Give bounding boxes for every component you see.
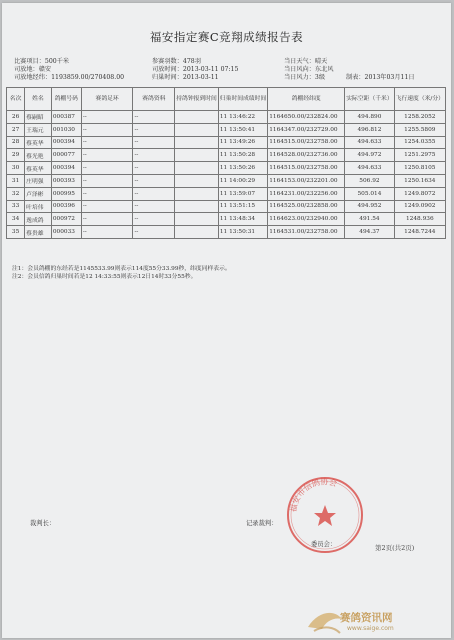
cell-name: 蔡英华 <box>25 162 52 175</box>
info-made-date: 制表：2013年03月11日 <box>346 74 415 81</box>
cell-loft: 000995 <box>51 187 81 200</box>
cell-rank: 32 <box>7 187 25 200</box>
cell-ring: -- <box>81 200 133 213</box>
cell-coord: 1164231.00/232256.00 <box>268 187 345 200</box>
cell-dist: 494.633 <box>345 136 394 149</box>
cell-dist: 494.890 <box>345 111 394 124</box>
cell-name: 蔡英华 <box>25 136 52 149</box>
cell-rank: 27 <box>7 123 25 136</box>
seal-stamp-icon <box>285 475 365 555</box>
cell-report <box>175 123 219 136</box>
cell-dist: 494.37 <box>345 226 394 239</box>
cell-speed: 1249.8072 <box>394 187 445 200</box>
cell-rank: 28 <box>7 136 25 149</box>
cell-dist: 491.54 <box>345 213 394 226</box>
cell-name: 逸成鸽 <box>25 213 52 226</box>
watermark-url: www.saige.com <box>347 625 394 632</box>
col-speed: 飞行速度（米/分） <box>394 88 445 111</box>
table-row <box>7 226 446 239</box>
note-2: 注2：会员信鸽归巢时间若是12 14:33:55则表示12日14时33分55秒。 <box>12 274 197 280</box>
cell-report <box>175 174 219 187</box>
cell-speed: 1248.936 <box>394 213 445 226</box>
cell-name: 王瑞元 <box>25 123 52 136</box>
cell-report <box>175 162 219 175</box>
cell-name: 蔡嗣昭 <box>25 111 52 124</box>
cell-report <box>175 149 219 162</box>
cell-info: -- <box>133 174 175 187</box>
svg-text:福安市信鸽协会 <box>288 476 338 513</box>
cell-info: -- <box>133 136 175 149</box>
cell-name: 庄明强 <box>25 174 52 187</box>
cell-report <box>175 111 219 124</box>
col-distance: 实际空距（千米） <box>345 88 394 111</box>
stamp-text: 福安市信鸽协会 <box>288 477 338 513</box>
cell-ring: -- <box>81 162 133 175</box>
cell-info: -- <box>133 123 175 136</box>
cell-loft: 001030 <box>51 123 81 136</box>
cell-info: -- <box>133 149 175 162</box>
cell-dist: 494.952 <box>345 200 394 213</box>
cell-coord: 1164515.00/232758.00 <box>268 162 345 175</box>
cell-loft: 000394 <box>51 136 81 149</box>
table-row <box>7 111 446 124</box>
cell-dist: 506.92 <box>345 174 394 187</box>
cell-coord: 1164531.00/232758.00 <box>268 226 345 239</box>
cell-arrive: 11 13:49:26 <box>218 136 267 149</box>
cell-rank: 26 <box>7 111 25 124</box>
cell-coord: 1164347.00/232729.00 <box>268 123 345 136</box>
cell-coord: 1164623.00/232940.00 <box>268 213 345 226</box>
cell-coord: 1164153.00/232201.00 <box>268 174 345 187</box>
col-name: 姓名 <box>25 88 52 111</box>
cell-ring: -- <box>81 226 133 239</box>
referee-label: 裁判长： <box>30 520 56 527</box>
cell-ring: -- <box>81 174 133 187</box>
table-row <box>7 136 446 149</box>
cell-report <box>175 136 219 149</box>
col-ring: 赛鸽足环 <box>81 88 133 111</box>
cell-info: -- <box>133 200 175 213</box>
cell-ring: -- <box>81 213 133 226</box>
cell-info: -- <box>133 226 175 239</box>
cell-coord: 1164515.00/232758.00 <box>268 136 345 149</box>
cell-report <box>175 213 219 226</box>
report-sheet <box>2 3 451 638</box>
cell-ring: -- <box>81 111 133 124</box>
cell-speed: 1250.8105 <box>394 162 445 175</box>
info-wind-force: 当日风力：3级 <box>284 74 326 81</box>
info-wind-direction: 当日风向：东北风 <box>284 66 334 73</box>
info-release-site: 司放地：赣安 <box>14 66 52 73</box>
cell-ring: -- <box>81 123 133 136</box>
cell-arrive: 11 13:59:07 <box>218 187 267 200</box>
cell-arrive: 11 13:50:41 <box>218 123 267 136</box>
results-table <box>6 87 446 239</box>
cell-name: 蔡光艳 <box>25 149 52 162</box>
col-coord: 鸽棚经纬度 <box>268 88 345 111</box>
cell-ring: -- <box>81 149 133 162</box>
cell-coord: 1164650.00/232824.00 <box>268 111 345 124</box>
cell-name: 叶培伟 <box>25 200 52 213</box>
cell-speed: 1250.1634 <box>394 174 445 187</box>
cell-speed: 1251.2975 <box>394 149 445 162</box>
cell-ring: -- <box>81 136 133 149</box>
recorder-label: 记录裁判： <box>246 520 278 527</box>
cell-info: -- <box>133 111 175 124</box>
info-distance: 比赛项目：500千米 <box>14 58 70 65</box>
cell-loft: 000077 <box>51 149 81 162</box>
cell-loft: 000396 <box>51 200 81 213</box>
table-row <box>7 123 446 136</box>
cell-loft: 000033 <box>51 226 81 239</box>
cell-loft: 000394 <box>51 162 81 175</box>
table-row <box>7 213 446 226</box>
cell-arrive: 11 13:50:28 <box>218 149 267 162</box>
cell-rank: 31 <box>7 174 25 187</box>
cell-info: -- <box>133 213 175 226</box>
cell-arrive: 11 14:00:29 <box>218 174 267 187</box>
cell-speed: 1248.7244 <box>394 226 445 239</box>
cell-arrive: 11 13:50:26 <box>218 162 267 175</box>
info-release-time: 司放时间：2013-03-11 07:15 <box>152 66 239 73</box>
cell-ring: -- <box>81 187 133 200</box>
table-row <box>7 162 446 175</box>
cell-loft: 000393 <box>51 174 81 187</box>
cell-arrive: 11 13:50:31 <box>218 226 267 239</box>
notes <box>12 265 231 281</box>
cell-dist: 494.972 <box>345 149 394 162</box>
note-1: 注1：会员鸽棚的东经若是1145533.99则表示114度55分33.99秒，纬度同样表示。 <box>12 266 231 272</box>
cell-speed: 1254.0355 <box>394 136 445 149</box>
cell-speed: 1249.0902 <box>394 200 445 213</box>
cell-report <box>175 200 219 213</box>
cell-dist: 494.633 <box>345 162 394 175</box>
cell-speed: 1255.5809 <box>394 123 445 136</box>
cell-rank: 34 <box>7 213 25 226</box>
table-row <box>7 187 446 200</box>
cell-report <box>175 226 219 239</box>
info-release-coord: 司放地经纬：1193859.00/270408.00 <box>14 74 125 81</box>
cell-arrive: 11 13:48:34 <box>218 213 267 226</box>
cell-coord: 1164525.00/232858.00 <box>268 200 345 213</box>
cell-name: 卢泽彬 <box>25 187 52 200</box>
col-loft: 鸽棚号码 <box>51 88 81 111</box>
col-report: 持鸽钟报到时间 <box>175 88 219 111</box>
col-arrive: 归巢时间成绩时间 <box>218 88 267 111</box>
cell-speed: 1258.2052 <box>394 111 445 124</box>
cell-name: 蔡贵雄 <box>25 226 52 239</box>
cell-rank: 35 <box>7 226 25 239</box>
cell-coord: 1164528.00/232736.00 <box>268 149 345 162</box>
committee-label: 委员会： <box>311 541 337 548</box>
watermark-site: 赛鸽资讯网 <box>340 612 393 624</box>
cell-info: -- <box>133 162 175 175</box>
cell-arrive: 11 13:46:22 <box>218 111 267 124</box>
info-weather: 当日天气：晴天 <box>284 58 328 65</box>
cell-report <box>175 187 219 200</box>
col-info: 赛鸽资料 <box>133 88 175 111</box>
col-rank: 名次 <box>7 88 25 111</box>
cell-loft: 000387 <box>51 111 81 124</box>
cell-rank: 33 <box>7 200 25 213</box>
info-return-date: 归巢时间：2013-03-11 <box>152 74 219 81</box>
cell-dist: 496.812 <box>345 123 394 136</box>
cell-rank: 30 <box>7 162 25 175</box>
table-row <box>7 174 446 187</box>
info-entries: 参赛羽数：478羽 <box>152 58 201 65</box>
page-number: 第2页(共2页) <box>375 544 415 552</box>
table-row <box>7 200 446 213</box>
cell-dist: 505.014 <box>345 187 394 200</box>
cell-loft: 000972 <box>51 213 81 226</box>
table-row <box>7 149 446 162</box>
table-header-row <box>7 88 446 111</box>
cell-arrive: 11 13:51:15 <box>218 200 267 213</box>
page-title: 福安指定赛C竞翔成绩报告表 <box>149 30 304 44</box>
cell-rank: 29 <box>7 149 25 162</box>
cell-info: -- <box>133 187 175 200</box>
